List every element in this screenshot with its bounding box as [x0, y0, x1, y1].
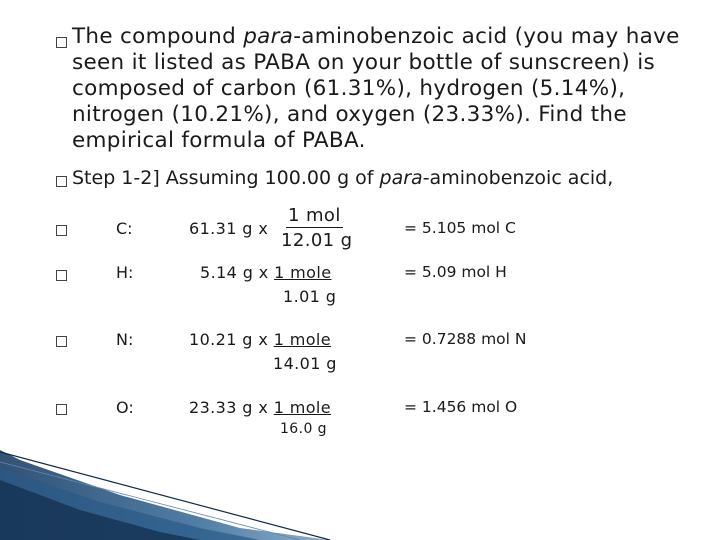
unit-numerator-hydrogen: 1 mole: [274, 263, 332, 282]
bullet-icon: [56, 225, 67, 236]
row-label-hydrogen: H:: [116, 263, 134, 282]
problem-statement: The compound para-aminobenzoic acid (you may have seen it listed as PABA on your bottle of sunscreen) is composed of carbon (61.31%), hydrogen (5.14%), nitrogen (10.21%), and oxygen (23.33%). Find the empirical formula of PABA.: [72, 24, 680, 153]
mass-oxygen: 23.33 g x: [189, 398, 274, 417]
row-label-carbon: C:: [116, 219, 133, 238]
unit-denominator-carbon: 12.01 g: [281, 230, 353, 251]
step-line: Step 1-2] Assuming 100.00 g of para-aminobenzoic acid,: [72, 167, 614, 189]
result-carbon: = 5.105 mol C: [404, 219, 516, 237]
bullet-icon: [56, 404, 67, 415]
corner-decoration: [0, 450, 340, 540]
compound-prefix: para: [243, 24, 294, 49]
compound-prefix: para: [379, 167, 423, 189]
result-hydrogen: = 5.09 mol H: [404, 263, 507, 281]
mass-nitrogen: 10.21 g x: [189, 330, 274, 349]
row-label-nitrogen: N:: [116, 330, 134, 349]
calc-nitrogen: [189, 330, 331, 349]
bullet-icon: [56, 37, 67, 48]
result-oxygen: = 1.456 mol O: [404, 398, 518, 416]
bullet-icon: [56, 336, 67, 347]
unit-numerator-nitrogen: 1 mole: [273, 330, 332, 349]
unit-denominator-nitrogen: 14.01 g: [273, 354, 337, 373]
unit-numerator-oxygen: 1 mole: [273, 398, 332, 417]
unit-denominator-oxygen: 16.0 g: [280, 421, 327, 437]
unit-denominator-hydrogen: 1.01 g: [283, 287, 337, 306]
bullet-icon: [56, 176, 67, 187]
calc-hydrogen: [200, 263, 331, 282]
result-nitrogen: = 0.7288 mol N: [404, 330, 527, 348]
unit-numerator-carbon: 1 mol: [288, 205, 341, 226]
bullet-icon: [56, 270, 67, 281]
row-label-oxygen: O:: [116, 398, 134, 417]
mass-hydrogen: 5.14 g x: [200, 263, 275, 282]
mass-carbon: 61.31 g x: [189, 219, 269, 238]
calc-oxygen: [189, 398, 331, 417]
